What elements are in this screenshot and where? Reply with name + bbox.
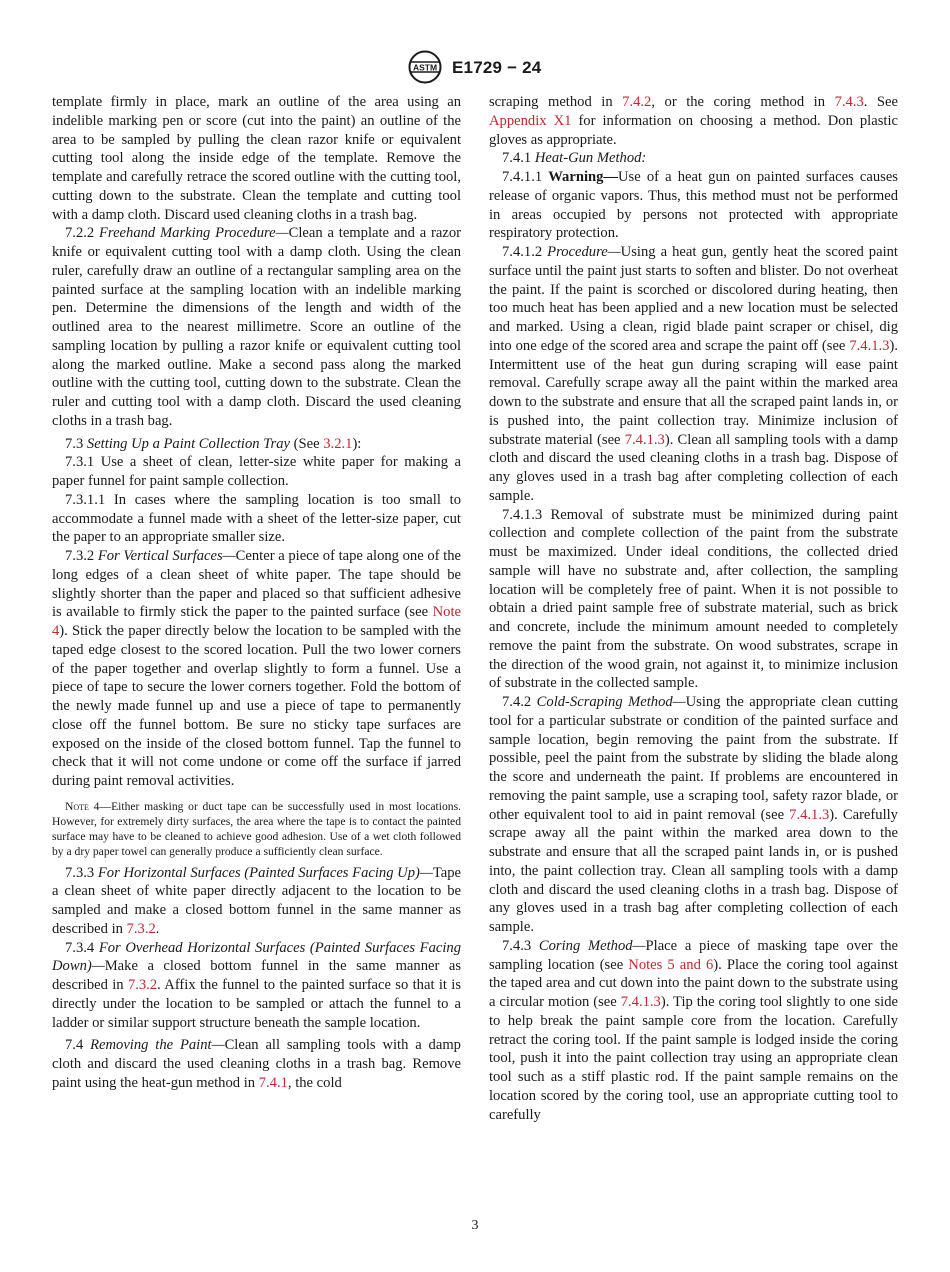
section-7-4-2 [489,693,898,937]
section-7-4-1-1 [489,168,898,243]
section-text: scraping method in [489,94,623,110]
section-text: ). Stick the paper directly below the location to be sampled with the taped edge closest to the scored location. Pull the two lower corners of the paper together and overlap slightly to form a funnel. Use a piece of tape to secure the lower corners together. Fold the bottom of the newly made funnel up and use a piece of tape to permanently close off the funnel bottom. Be sure no sticky tape surfaces are exposed on the inside of the closed bottom funnel. Tap the funnel to check that it will not come undone or come off the surface if jarred during paint removal activities. [52,623,461,789]
section-text: for information on choosing a method. Don plastic gloves as appropriate. [489,112,898,148]
xref-7-4-1-3-link[interactable]: 7.4.1.3 [624,431,665,448]
section-text: ). Tip the coring tool slightly to one side to help break the paint sample core from the location. Carefully retract the coring tool. If the paint sample is lodged inside the coring tool, push it into the paint collection tray using an appropriate clean tool such as a stiff plastic rod. If the paint sample remains on the location scored by the coring tool, use an appropriate cutting tool to carefully [489,994,898,1123]
paragraph-template-continued: template firmly in place, mark an outline of the area using an indelible marking pen or score (cut into the paint) an outline of the area to be sampled by pulling the clean razor knife or equivalent cutting tool along the inside edge of the template. Remove the template and carefully retrace the scored outline with the cutting tool, cutting down to the substrate. Clean the template and cutting tool with a damp cloth. Discard used cleaning cloths in a trash bag. [52,94,461,223]
section-title: Setting Up a Paint Collection Tray [86,435,290,452]
xref-7-4-1-link[interactable]: 7.4.1 [258,1074,288,1091]
section-text: Clean all sampling tools with a damp cloth and discard the used cleaning cloths in a trash bag. Remove paint using the heat-gun method in [52,1037,461,1091]
xref-7-3-2-link[interactable]: 7.3.2 [126,920,156,937]
section-text: Tape a clean sheet of white paper directly adjacent to the location to be sampled and make a closed bottom funnel in the same manner as described in [52,864,462,937]
section-title: Heat-Gun Method: [534,150,647,167]
section-text: , the cold [287,1074,342,1091]
section-number: 7.3 [65,435,84,452]
section-text: . Affix the funnel to the painted surface so that it is directly under the location to be sampled or attach the funnel to a ladder or similar support structure beneath the sample location. [52,977,461,1031]
section-7-3-4 [52,939,461,1033]
xref-appendix-x1-link[interactable]: Appendix X1 [489,112,572,129]
section-title: For Vertical Surfaces— [97,548,236,564]
section-title: Procedure— [547,244,621,260]
section-number: 7.3.3 [65,864,95,881]
section-number: 7.4.3 [502,937,532,954]
section-7-4 [52,1036,461,1092]
note-label: Note 4 [65,799,100,813]
section-7-3 [52,435,461,454]
section-number: 7.4 [65,1037,84,1054]
xref-7-4-1-3-link[interactable]: 7.4.1.3 [620,994,661,1010]
xref-7-4-3-link[interactable]: 7.4.3 [834,94,864,110]
xref-7-4-2-link[interactable]: 7.4.2 [622,94,652,110]
section-text: Using a heat gun, gently heat the scored paint surface until the paint just starts to soften and blister. Do not overheat the paint. If the paint is scorched or discolored during heating, then too much heat has been applied and a new location must be selected and marked. Using a clean, rigid blade paint scraper or chisel, dig into one edge of the scored area and scrape the paint off (see [489,244,898,354]
xref-7-4-1-3-link[interactable]: 7.4.1.3 [849,337,890,354]
section-7-2-2 [52,224,461,430]
note-4 [52,799,461,860]
section-title: Freehand Marking Procedure— [99,225,289,242]
page-number: 3 [471,1218,479,1233]
section-title: For Horizontal Surfaces (Painted Surfaces Facing Up)— [97,864,433,881]
section-text: (See [293,435,324,452]
section-7-3-1-1: 7.3.1.1 In cases where the sampling location is too small to accommodate a funnel made with a sheet of the letter-size paper, cut the paper to an appropriate smaller size. [52,491,461,546]
standard-designation: E1729 − 24 [452,58,542,77]
section-7-4-3 [489,937,898,1125]
note-body: —Either masking or duct tape can be successfully used in most locations. However, for extremely dirty surfaces, the area where the tape is to contact the painted surface may have to be cleaned to achieve good adhesion. Use of a wet cloth followed by a dry paper towel can generally produce a sufficiently clean surface. [52,799,461,859]
section-7-3-3 [52,864,461,939]
section-body: Clean a template and a razor knife or equivalent cutting tool with a damp cloth. Using the clean ruler, carefully draw an outline of a rectangular sampling area on the painted surface at the sampling location with an indelible marking pen. Determine the dimensions of the length and width of the outlined area to the nearest millimetre. Score an outline of the sampling location by pulling a razor knife or equivalent cutting tool along the marked outline. Make a second pass along the marked outline with the cutting tool, cutting down to the substrate. Clean the ruler and cutting tool with a damp cloth. Discard the used cleaning cloths in a trash bag. [52,225,461,429]
section-title: Coring Method— [538,937,646,954]
section-text: . See [863,94,898,110]
left-column [52,93,461,1093]
section-text: Make a closed bottom funnel in the same manner as described in [52,958,461,994]
section-7-4-1 [489,149,898,168]
xref-3-2-1-link[interactable]: 3.2.1 [323,435,353,452]
section-number: 7.4.1.1 [502,169,543,185]
xref-notes-5-and-6-link[interactable]: Notes 5 and 6 [628,956,714,973]
section-title: Cold-Scraping Method— [536,694,686,710]
section-text: ). Place the coring tool against the taped area and cut down into the paint down to the substrate using a circular motion (see [489,956,898,1010]
section-7-3-1: 7.3.1 Use a sheet of clean, letter-size white paper for making a paper funnel for paint sample collection. [52,454,461,489]
section-text: , or the coring method in [651,94,835,110]
section-7-4-1-2 [489,243,898,506]
right-column [489,93,898,1124]
section-text: ). Clean all sampling tools with a damp cloth and discard the used cleaning cloths in a trash bag. Dispose of any gloves used in a trash bag after completing collection of each sample. [489,431,898,504]
section-number: 7.2.2 [65,225,95,242]
xref-7-4-1-3-link[interactable]: 7.4.1.3 [789,806,830,823]
section-number: 7.4.2 [502,694,532,710]
section-text: ). Intermittent use of the heat gun during scraping will ease paint removal. Carefully scrape away all the paint within the marked area down to the substrate and ensure that all the scraped paint lands in, or is pushed into, the paint collection tray. Minimize inclusion of substrate material (see [489,337,898,448]
astm-logo-icon [407,50,443,84]
section-body: Use of a heat gun on painted surfaces causes release of organic vapors. Thus, this method must not be performed in areas occupied by persons not protected with appropriate respiratory protection. [489,169,898,242]
section-number: 7.4.1.2 [502,244,543,260]
page-header [0,50,950,86]
section-7-3-2 [52,547,461,791]
logo-text: ASTM [412,62,438,73]
xref-7-3-2-link[interactable]: 7.3.2 [127,977,158,994]
section-7-4-1-3: 7.4.1.3 Removal of substrate must be minimized during paint collection and complete collection of the paint from the substrate must be maximized. Under ideal conditions, the collected dried sample will have no substrate and, after collection, the sampling location will be completely free of paint. When it is not possible to obtain a dried paint sample free of substrate material, such as brick and concrete, include the minimum amount needed to completely remove the paint from the substrate. On wood substrates, scrape in the direction of the wood grain, not against it, to minimize inclusion of substrate in the collected sample. [489,506,898,692]
section-text: ). Carefully scrape away all the paint within the marked area down to the substrate and ensure that all the scraped paint lands in, or is pushed into, the paint collection tray. Clean all sampling tools with a damp cloth and discard the used cleaning cloths in a trash bag. Dispose of any gloves used in a trash bag after completing collection of each sample. [489,806,898,935]
section-text: . [155,920,160,937]
section-title: For Overhead Horizontal Surfaces (Painted Surfaces Facing Down)— [52,939,461,975]
section-text: Using the appropriate clean cutting tool for a particular substrate or condition of the painted surface and sample location, begin removing the paint from the substrate. If possible, peel the paint from the substrate by sliding the blade along the score and underneath the paint. If problems are encountered in removing the paint sample, use a scraping tool, safety razor blade, or other equivalent tool to aid in paint removal (see [489,694,898,823]
section-number: 7.4.1 [502,150,532,167]
section-number: 7.3.2 [65,548,95,564]
section-title: Removing the Paint— [90,1037,225,1054]
section-text: Center a piece of tape along one of the long edges of a clean sheet of white paper. The tape should be slightly shorter than the paper and placed so that sufficient adhesive is available to firmly stick the paper to the painted surface (see [52,548,461,621]
xref-note-4-link[interactable]: Note 4 [52,604,461,639]
section-number: 7.3.4 [65,939,95,956]
warning-label: Warning— [548,169,619,185]
paragraph-7-4-continued [489,93,898,149]
section-text: ): [352,435,362,452]
section-text: Place a piece of masking tape over the sampling location (see [489,937,898,973]
